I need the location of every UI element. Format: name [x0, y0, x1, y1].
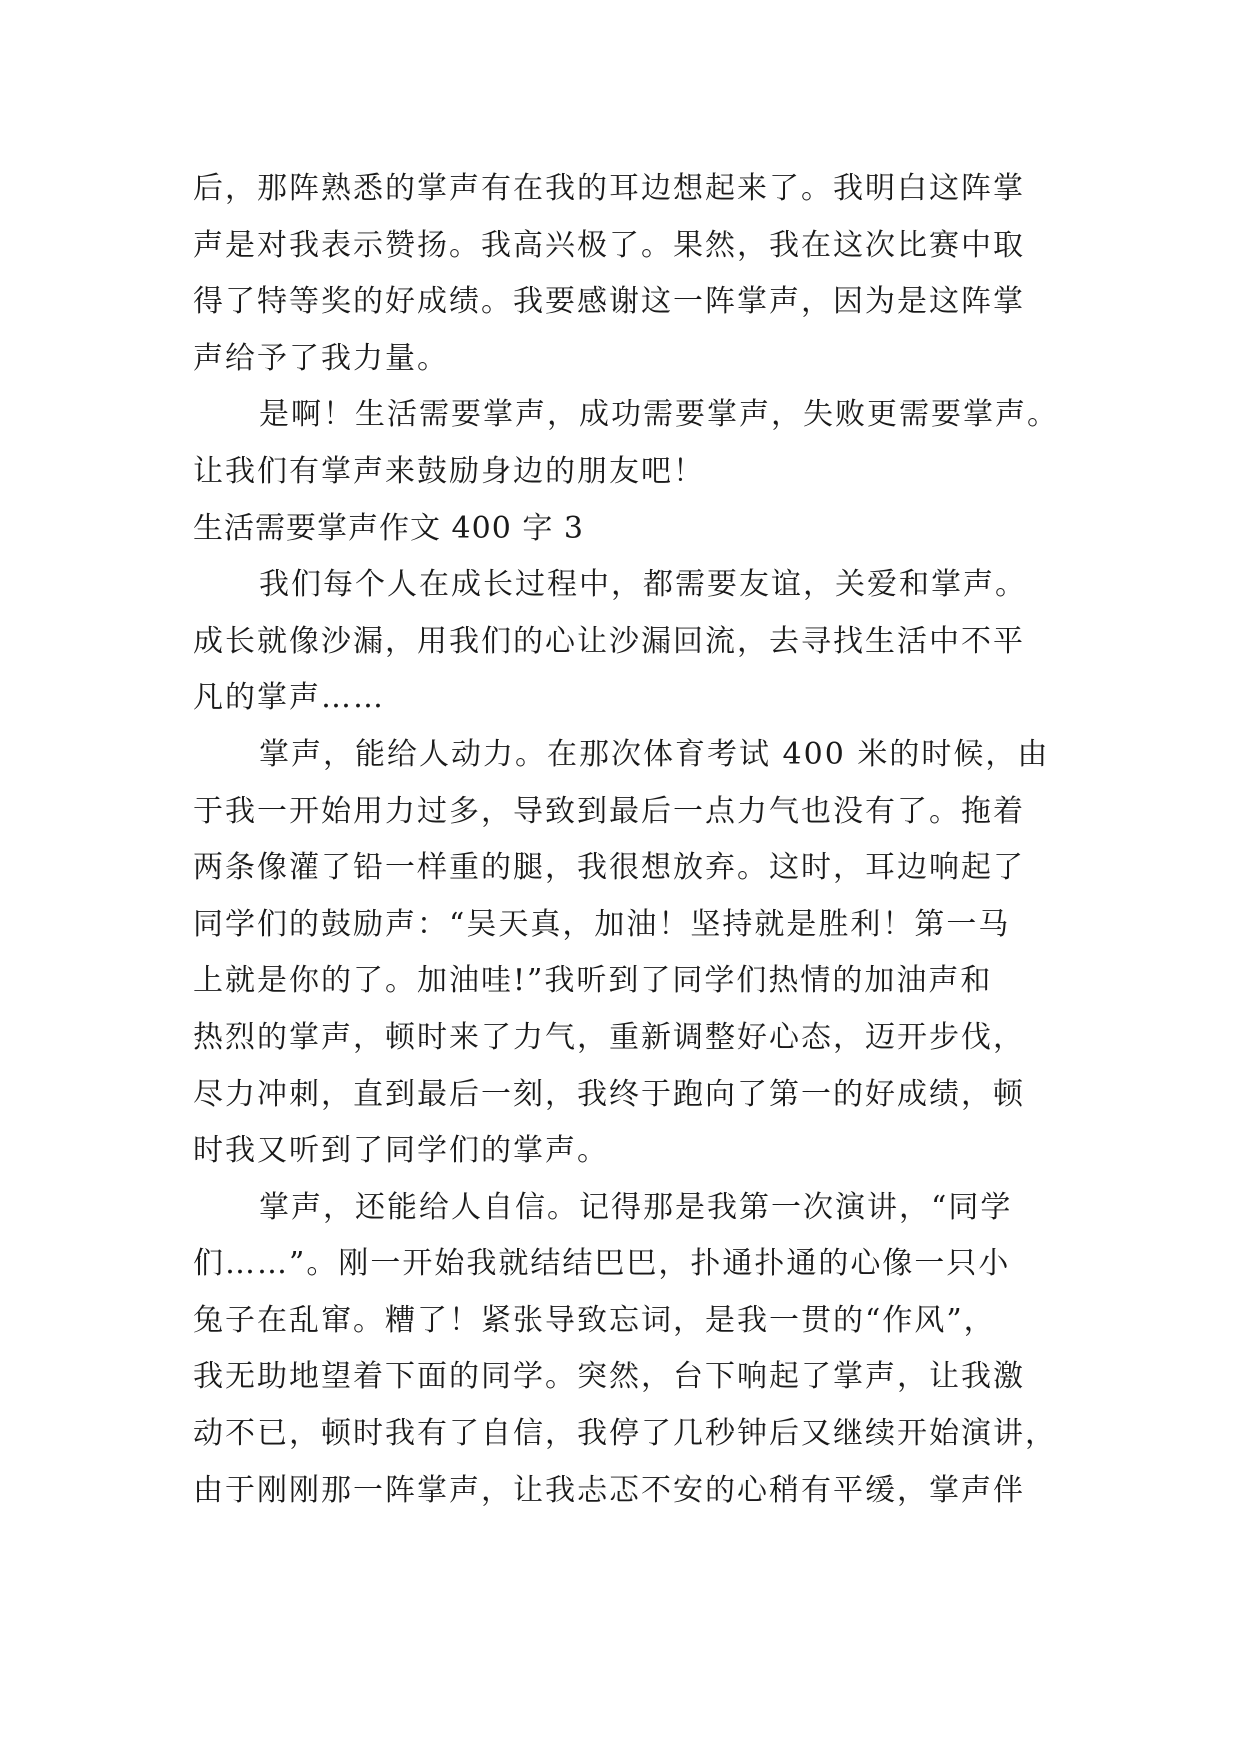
paragraph-line: 声给予了我力量。: [193, 340, 449, 376]
paragraph-line: 我们每个人在成长过程中，都需要友谊，关爱和掌声。: [259, 567, 1027, 603]
paragraph-line: 上就是你的了。加油哇!”我听到了同学们热情的加油声和: [193, 963, 993, 999]
paragraph-line: 于我一开始用力过多，导致到最后一点力气也没有了。拖着: [193, 793, 1025, 829]
paragraph-line: 掌声，能给人动力。在那次体育考试 400 米的时候，由: [259, 736, 1050, 772]
paragraph-line: 动不已，顿时我有了自信，我停了几秒钟后又继续开始演讲，: [193, 1416, 1057, 1452]
paragraph-line: 我无助地望着下面的同学。突然，台下响起了掌声，让我激: [193, 1359, 1025, 1395]
paragraph-line: 同学们的鼓励声：“吴天真，加油！坚持就是胜利！第一马: [193, 906, 1011, 942]
paragraph-line: 得了特等奖的好成绩。我要感谢这一阵掌声，因为是这阵掌: [193, 284, 1025, 320]
paragraph-line: 时我又听到了同学们的掌声。: [193, 1133, 609, 1169]
paragraph-line: 掌声，还能给人自信。记得那是我第一次演讲，“同学: [259, 1189, 1013, 1225]
paragraph-line: 让我们有掌声来鼓励身边的朋友吧！: [193, 453, 705, 489]
paragraph-line: 兔子在乱窜。糟了！紧张导致忘词，是我一贯的“作风”，: [193, 1302, 996, 1338]
essay-text: [193, 161, 1073, 1519]
paragraph-line: 声是对我表示赞扬。我高兴极了。果然，我在这次比赛中取: [193, 227, 1025, 263]
paragraph-line: 们……”。刚一开始我就结结巴巴，扑通扑通的心像一只小: [193, 1246, 1011, 1282]
paragraph-line: 凡的掌声……: [193, 680, 385, 716]
section-heading: 生活需要掌声作文 400 字 3: [193, 510, 584, 546]
paragraph-line: 后，那阵熟悉的掌声有在我的耳边想起来了。我明白这阵掌: [193, 171, 1025, 206]
paragraph-line: 两条像灌了铅一样重的腿，我很想放弃。这时，耳边响起了: [193, 850, 1025, 886]
paragraph-line: 热烈的掌声，顿时来了力气，重新调整好心态，迈开步伐，: [193, 1019, 1025, 1055]
paragraph-line: 尽力冲刺，直到最后一刻，我终于跑向了第一的好成绩，顿: [193, 1076, 1025, 1112]
paragraph-line: 是啊！生活需要掌声，成功需要掌声，失败更需要掌声。: [259, 397, 1059, 433]
paragraph-line: 由于刚刚那一阵掌声，让我忐忑不安的心稍有平缓，掌声伴: [193, 1472, 1025, 1508]
paragraph-line: 成长就像沙漏，用我们的心让沙漏回流，去寻找生活中不平: [193, 623, 1025, 659]
